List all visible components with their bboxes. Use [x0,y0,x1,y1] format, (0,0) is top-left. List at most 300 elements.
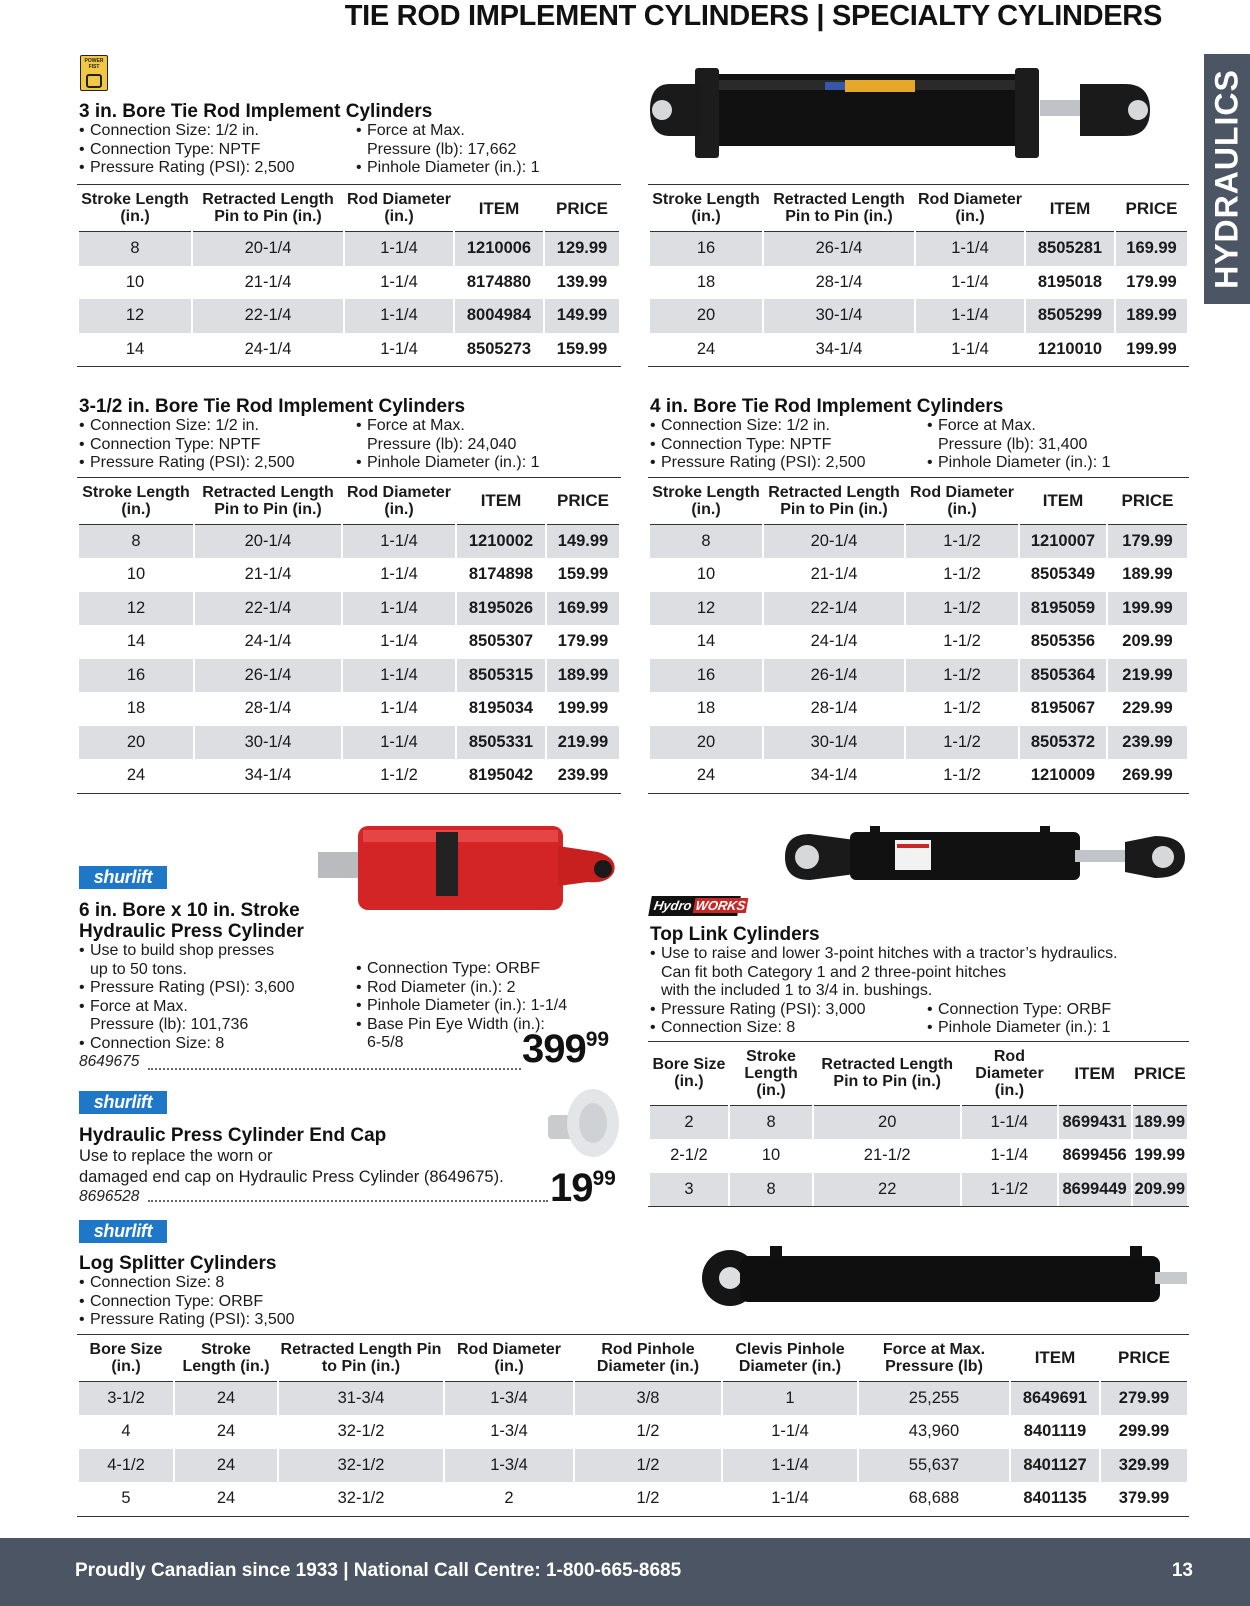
tie-4in-title: 4 in. Bore Tie Rod Implement Cylinders [650,396,1004,417]
table-cell: 21-1/4 [244,565,292,584]
tie-3in-table-right [648,184,1189,367]
shurlift-logo: shurlift [79,1220,167,1243]
table-cell: 2 [504,1489,514,1508]
table-cell: 189.99 [1122,565,1173,584]
table-cell: 28-1/4 [815,272,863,291]
table-row [79,558,619,592]
table-cell: 18 [126,699,146,718]
table-cell: 34-1/4 [815,339,863,358]
table-cell: 30-1/4 [764,726,904,760]
tie-35in-specs [79,417,623,473]
toplink-table [648,1041,1189,1208]
table-cell: 1-1/4 [343,592,455,626]
spec-item: • Use to raise and lower 3-point hitches with a tractor’s hydraulics. Can fit both Category 1 and 2 three-point hitches with the included 1 to 3/4 in. bushings. [650,945,1118,1001]
table-cell: 8505281 [1026,232,1114,266]
table-cell: 1-1/2 [906,659,1018,693]
spec-item: • Force at Max. Pressure (lb): 17,662 [356,122,540,159]
spec-item: • Connection Size: 1/2 in. [79,122,356,141]
col-header: ITEM [457,478,545,525]
log-title: Log Splitter Cylinders [79,1253,277,1274]
table-row [79,1482,1187,1516]
table-row [79,525,619,559]
table-cell: 20 [650,299,762,333]
table-cell: 16 [79,659,193,693]
price-cents: 99 [585,1028,610,1051]
table-cell: 1-1/2 [943,565,981,584]
toplink-section [650,924,1191,1207]
table-cell: 8195067 [1030,699,1096,718]
table-cell: 26-1/4 [764,659,904,693]
table-cell: 1-1/4 [916,299,1024,333]
table-cell: 3-1/2 [79,1382,173,1416]
spec-item: • Use to build shop presses up to 50 tons. [79,942,356,979]
table-cell: 1-1/4 [951,339,989,358]
table-cell: 16 [650,232,762,266]
table-row [79,692,619,726]
table-cell: 34-1/4 [810,766,858,785]
table-cell: 55,637 [859,1449,1009,1483]
table-cell: 1/2 [575,1449,721,1483]
table-cell: 8174880 [466,272,532,291]
table-cell: 8195018 [1037,272,1103,291]
col-header: ITEM [1020,478,1106,525]
log-section [79,1253,1191,1517]
table-cell: 24-1/4 [244,632,292,651]
table-cell: 1-1/4 [771,1422,809,1441]
spec-item: • Pinhole Diameter (in.): 1 [356,454,540,473]
table-row [650,525,1187,559]
col-header: ITEM [1026,185,1114,232]
press-title-2: Hydraulic Press Cylinder [79,921,304,942]
spec-item: • Force at Max. Pressure (lb): 31,400 [927,417,1111,454]
table-cell: 219.99 [1108,659,1187,693]
col-header: Retracted Length Pin to Pin (in.) [814,1042,960,1106]
table-row [650,692,1187,726]
table-row [79,266,619,300]
hydroworks-logo-text: WORKS [694,898,747,913]
col-header: Clevis Pinhole Diameter (in.) [723,1335,857,1382]
table-cell: 1-1/4 [962,1106,1057,1140]
table-row [79,333,619,367]
table-cell: 24 [696,766,716,785]
table-cell: 1-1/4 [916,232,1024,266]
table-cell: 1-1/2 [943,699,981,718]
table-cell: 159.99 [557,565,609,584]
table-cell: 189.99 [547,659,619,693]
col-header: Rod Diameter (in.) [343,478,455,525]
table-cell: 32-1/2 [337,1489,385,1508]
powerfist-logo-text: POWER FIST [84,58,104,70]
col-header: Stroke Length (in.) [79,185,191,232]
table-cell: 8174898 [468,565,534,584]
tie-3in-table-right-wrap [650,184,1191,367]
table-row [650,232,1187,266]
spec-item: • Pinhole Diameter (in.): 1 [356,159,540,178]
table-cell: 24 [126,766,146,785]
table-cell: 14 [125,339,145,358]
table-cell: 189.99 [1116,299,1187,333]
table-cell: 149.99 [547,525,619,559]
table-cell: 1210010 [1037,339,1103,358]
endcap-item-number: 8696528 [79,1188,140,1205]
col-header: PRICE [1116,185,1187,232]
spec-item: • Connection Type: NPTF [650,436,927,455]
table-row [79,625,619,659]
table-cell: 1-1/2 [943,766,981,785]
col-header: Stroke Length (in.) [650,478,762,525]
table-cell: 24 [216,1489,236,1508]
table-cell: 1/2 [636,1422,660,1441]
table-cell: 8649691 [1011,1382,1099,1416]
table-cell: 20 [650,726,762,760]
endcap-desc-line: Use to replace the worn or [79,1147,273,1165]
table-cell: 189.99 [1133,1106,1187,1140]
table-cell: 32-1/2 [337,1422,385,1441]
table-cell: 8505364 [1020,659,1106,693]
table-cell: 20-1/4 [193,232,343,266]
table-cell: 239.99 [1108,726,1187,760]
col-header: PRICE [1101,1335,1187,1382]
spec-item: • Pressure Rating (PSI): 2,500 [79,454,356,473]
table-cell: 8195034 [468,699,534,718]
table-cell: 32-1/2 [279,1449,443,1483]
table-cell: 1/2 [636,1489,660,1508]
col-header: Bore Size (in.) [650,1042,728,1106]
table-cell: 20-1/4 [764,525,904,559]
table-cell: 159.99 [556,339,608,358]
table-cell: 10 [761,1146,781,1165]
table-cell: 279.99 [1101,1382,1187,1416]
table-cell: 30-1/4 [195,726,341,760]
table-cell: 4-1/2 [79,1449,173,1483]
col-header: Rod Diameter (in.) [962,1042,1057,1106]
col-header: PRICE [547,478,619,525]
spec-item: • Connection Type: ORBF [927,1001,1111,1020]
tie-3in-table-left [77,184,621,367]
table-cell: 1-1/4 [345,299,453,333]
col-header: PRICE [545,185,619,232]
table-cell: 209.99 [1122,632,1173,651]
table-cell: 1-1/2 [906,592,1018,626]
table-cell: 1210006 [455,232,543,266]
spec-item: • Connection Type: NPTF [79,141,356,160]
table-cell: 199.99 [1126,339,1177,358]
table-cell: 1-1/4 [345,232,453,266]
table-cell: 26-1/4 [195,659,341,693]
table-cell: 12 [650,592,762,626]
table-cell: 5 [121,1489,131,1508]
table-cell: 43,960 [908,1422,960,1441]
table-cell: 25,255 [859,1382,1009,1416]
table-cell: 24 [216,1422,236,1441]
table-cell: 21-1/2 [863,1146,911,1165]
section-side-tab [1204,54,1250,304]
tie-35in-table [77,477,621,794]
tie-3in-specs [79,122,619,178]
endcap-price-leader [148,1200,548,1202]
table-row [79,726,619,760]
table-cell: 21-1/4 [244,272,292,291]
table-cell: 1-1/4 [990,1146,1029,1165]
table-cell: 8 [730,1173,812,1207]
table-cell: 1-1/4 [951,272,989,291]
spec-item: • Connection Size: 1/2 in. [650,417,927,436]
table-cell: 8505315 [457,659,545,693]
col-header: Force at Max. Pressure (lb) [859,1335,1009,1382]
table-cell: 8195026 [457,592,545,626]
table-row [650,558,1187,592]
table-row [650,659,1187,693]
table-cell: 169.99 [1116,232,1187,266]
table-cell: 239.99 [557,766,609,785]
table-cell: 1-1/2 [380,766,418,785]
table-cell: 20 [79,726,193,760]
table-cell: 8505331 [457,726,545,760]
price-dollars: 19 [550,1166,593,1210]
spec-item: • Pressure Rating (PSI): 2,500 [79,159,356,178]
table-cell: 20 [814,1106,960,1140]
table-cell: 22-1/4 [764,592,904,626]
endcap-description [79,1146,539,1188]
col-header: Bore Size (in.) [79,1335,173,1382]
table-cell: 1-1/4 [723,1449,857,1483]
spec-item: • Pressure Rating (PSI): 3,500 [79,1311,295,1330]
spec-item: • Rod Diameter (in.): 2 [356,979,567,998]
table-cell: 14 [696,632,716,651]
col-header: Stroke Length (in.) [175,1335,277,1382]
press-price [522,1027,609,1072]
table-cell: 8195042 [468,766,534,785]
table-row [79,659,619,693]
table-cell: 30-1/4 [764,299,914,333]
table-row [79,299,619,333]
tie-4in-section [650,396,1191,794]
table-cell: 1-1/2 [906,525,1018,559]
table-cell: 199.99 [557,699,609,718]
endcap-price [550,1166,616,1211]
table-cell: 8699449 [1059,1173,1131,1207]
tie-4in-specs [650,417,1191,473]
table-cell: 1210007 [1020,525,1106,559]
table-cell: 22-1/4 [193,299,343,333]
table-cell: 28-1/4 [810,699,858,718]
table-row [650,726,1187,760]
col-header: Rod Pinhole Diameter (in.) [575,1335,721,1382]
toplink-specs [650,1001,1191,1038]
table-cell: 8401135 [1023,1489,1087,1508]
table-cell: 8 [730,1106,812,1140]
table-cell: 10 [126,565,146,584]
table-cell: 1-1/4 [380,272,418,291]
table-cell: 8401127 [1011,1449,1099,1483]
spec-item: • Force at Max. Pressure (lb): 24,040 [356,417,540,454]
table-cell: 1-1/4 [771,1489,809,1508]
table-cell: 379.99 [1118,1489,1170,1508]
table-cell: 1-1/4 [380,699,418,718]
page-footer [0,1538,1250,1606]
table-cell: 24-1/4 [810,632,858,651]
table-cell: 10 [696,565,716,584]
spec-item: • Connection Size: 8 [79,1274,295,1293]
table-row [79,759,619,793]
col-header: PRICE [1108,478,1187,525]
tie-3in-table-left-wrap [79,184,623,367]
table-cell: 169.99 [547,592,619,626]
table-cell: 34-1/4 [244,766,292,785]
spec-item: • Pinhole Diameter (in.): 1-1/4 [356,997,567,1016]
end-cap-image [548,1085,623,1163]
col-header: Retracted Length Pin to Pin (in.) [195,478,341,525]
table-row [79,1415,1187,1449]
endcap-title: Hydraulic Press Cylinder End Cap [79,1125,387,1146]
spec-item: • Pressure Rating (PSI): 2,500 [650,454,927,473]
table-cell: 1-1/4 [380,339,418,358]
table-cell: 12 [79,592,193,626]
table-cell: 8505372 [1020,726,1106,760]
shurlift-logo: shurlift [79,866,167,889]
table-cell: 209.99 [1133,1173,1187,1207]
tie-35in-title: 3-1/2 in. Bore Tie Rod Implement Cylinders [79,396,466,417]
table-cell: 1210009 [1030,766,1096,785]
table-cell: 8401119 [1023,1422,1087,1441]
table-cell: 1-1/4 [343,659,455,693]
table-cell: 1-1/2 [962,1173,1057,1207]
table-row [650,266,1187,300]
page-title: TIE ROD IMPLEMENT CYLINDERS | SPECIALTY CYLINDERS [344,0,1162,32]
table-cell: 179.99 [1126,272,1177,291]
table-cell: 24 [696,339,716,358]
tie-35in-section [79,396,623,794]
tie-3in-section [79,101,1191,178]
table-cell: 8195059 [1020,592,1106,626]
spec-item: • Connection Type: NPTF [79,436,356,455]
table-row [650,1139,1187,1173]
tie-3in-title: 3 in. Bore Tie Rod Implement Cylinders [79,101,433,122]
table-row [650,1173,1187,1207]
table-cell: 18 [696,272,716,291]
table-cell: 8505273 [466,339,532,358]
shurlift-logo: shurlift [79,1091,167,1114]
table-row [650,333,1187,367]
endcap-section [79,1125,539,1206]
col-header: PRICE [1133,1042,1187,1106]
table-cell: 269.99 [1122,766,1173,785]
toplink-description [650,945,1191,1001]
price-dollars: 399 [522,1027,586,1071]
table-cell: 199.99 [1108,592,1187,626]
table-row [650,1106,1187,1140]
spec-item: • Connection Type: ORBF [356,960,567,979]
table-cell: 8505307 [468,632,534,651]
table-cell: 28-1/4 [244,699,292,718]
table-cell: 1210002 [457,525,545,559]
powerfist-logo [80,55,108,91]
table-cell: 1-1/2 [943,632,981,651]
tie-4in-table [648,477,1189,794]
spec-item: • Force at Max. Pressure (lb): 101,736 [79,998,356,1035]
table-cell: 219.99 [547,726,619,760]
log-table [77,1334,1189,1517]
table-cell: 1-3/4 [445,1382,573,1416]
table-cell: 1 [723,1382,857,1416]
table-cell: 24 [175,1449,277,1483]
side-tab-label: HYDRAULICS [1208,69,1245,289]
log-specs [79,1274,1191,1330]
table-row [650,592,1187,626]
table-cell: 8 [79,525,193,559]
price-cents: 99 [592,1167,616,1190]
top-link-cylinder-image [785,822,1190,892]
table-cell: 10 [125,272,145,291]
fist-icon [86,74,102,88]
col-header: Stroke Length (in.) [650,185,762,232]
table-row [79,1449,1187,1483]
table-cell: 16 [650,659,762,693]
table-row [650,759,1187,793]
table-cell: 1-1/4 [380,565,418,584]
table-cell: 199.99 [1134,1146,1185,1165]
table-cell: 139.99 [556,272,608,291]
col-header: ITEM [1059,1042,1131,1106]
col-header: Rod Diameter (in.) [906,478,1018,525]
spec-item: • Connection Size: 8 [650,1019,927,1038]
table-cell: 8505299 [1026,299,1114,333]
table-row [650,625,1187,659]
col-header: Rod Diameter (in.) [445,1335,573,1382]
table-cell: 8004984 [455,299,543,333]
table-row [79,1382,1187,1416]
spec-item: • Pinhole Diameter (in.): 1 [927,454,1111,473]
table-cell: 3/8 [575,1382,721,1416]
table-cell: 2 [650,1106,728,1140]
table-cell: 68,688 [908,1489,960,1508]
table-cell: 18 [696,699,716,718]
spec-item: • Base Pin Eye Width (in.): 6-5/8 [356,1016,567,1053]
table-cell: 179.99 [557,632,609,651]
table-cell: 229.99 [1122,699,1173,718]
table-cell: 14 [126,632,146,651]
table-cell: 2-1/2 [670,1146,708,1165]
press-title-1: 6 in. Bore x 10 in. Stroke [79,900,300,921]
table-cell: 8 [79,232,191,266]
table-cell: 3 [650,1173,728,1207]
table-cell: 24 [175,1382,277,1416]
hydroworks-logo-text: Hydro [652,898,693,913]
table-cell: 149.99 [545,299,619,333]
table-cell: 1-1/4 [343,525,455,559]
press-item-number: 8649675 [79,1053,140,1070]
table-cell: 129.99 [545,232,619,266]
table-cell: 4 [121,1422,131,1441]
page-number: 13 [1171,1560,1193,1581]
table-cell: 26-1/4 [764,232,914,266]
table-cell: 1-3/4 [445,1449,573,1483]
table-cell: 299.99 [1118,1422,1170,1441]
footer-tagline: Proudly Canadian since 1933 | National Call Centre: 1-800-665-8685 [75,1560,682,1581]
table-cell: 22 [814,1173,960,1207]
spec-item: • Connection Size: 8 [79,1035,356,1054]
press-price-leader [148,1068,521,1070]
col-header: Rod Diameter (in.) [916,185,1024,232]
table-cell: 21-1/4 [810,565,858,584]
table-cell: 20-1/4 [195,525,341,559]
col-header: Retracted Length Pin to Pin (in.) [193,185,343,232]
spec-item: • Connection Type: ORBF [79,1293,295,1312]
table-cell: 24-1/4 [244,339,292,358]
table-cell: 329.99 [1101,1449,1187,1483]
table-cell: 8505349 [1030,565,1096,584]
table-cell: 22-1/4 [195,592,341,626]
